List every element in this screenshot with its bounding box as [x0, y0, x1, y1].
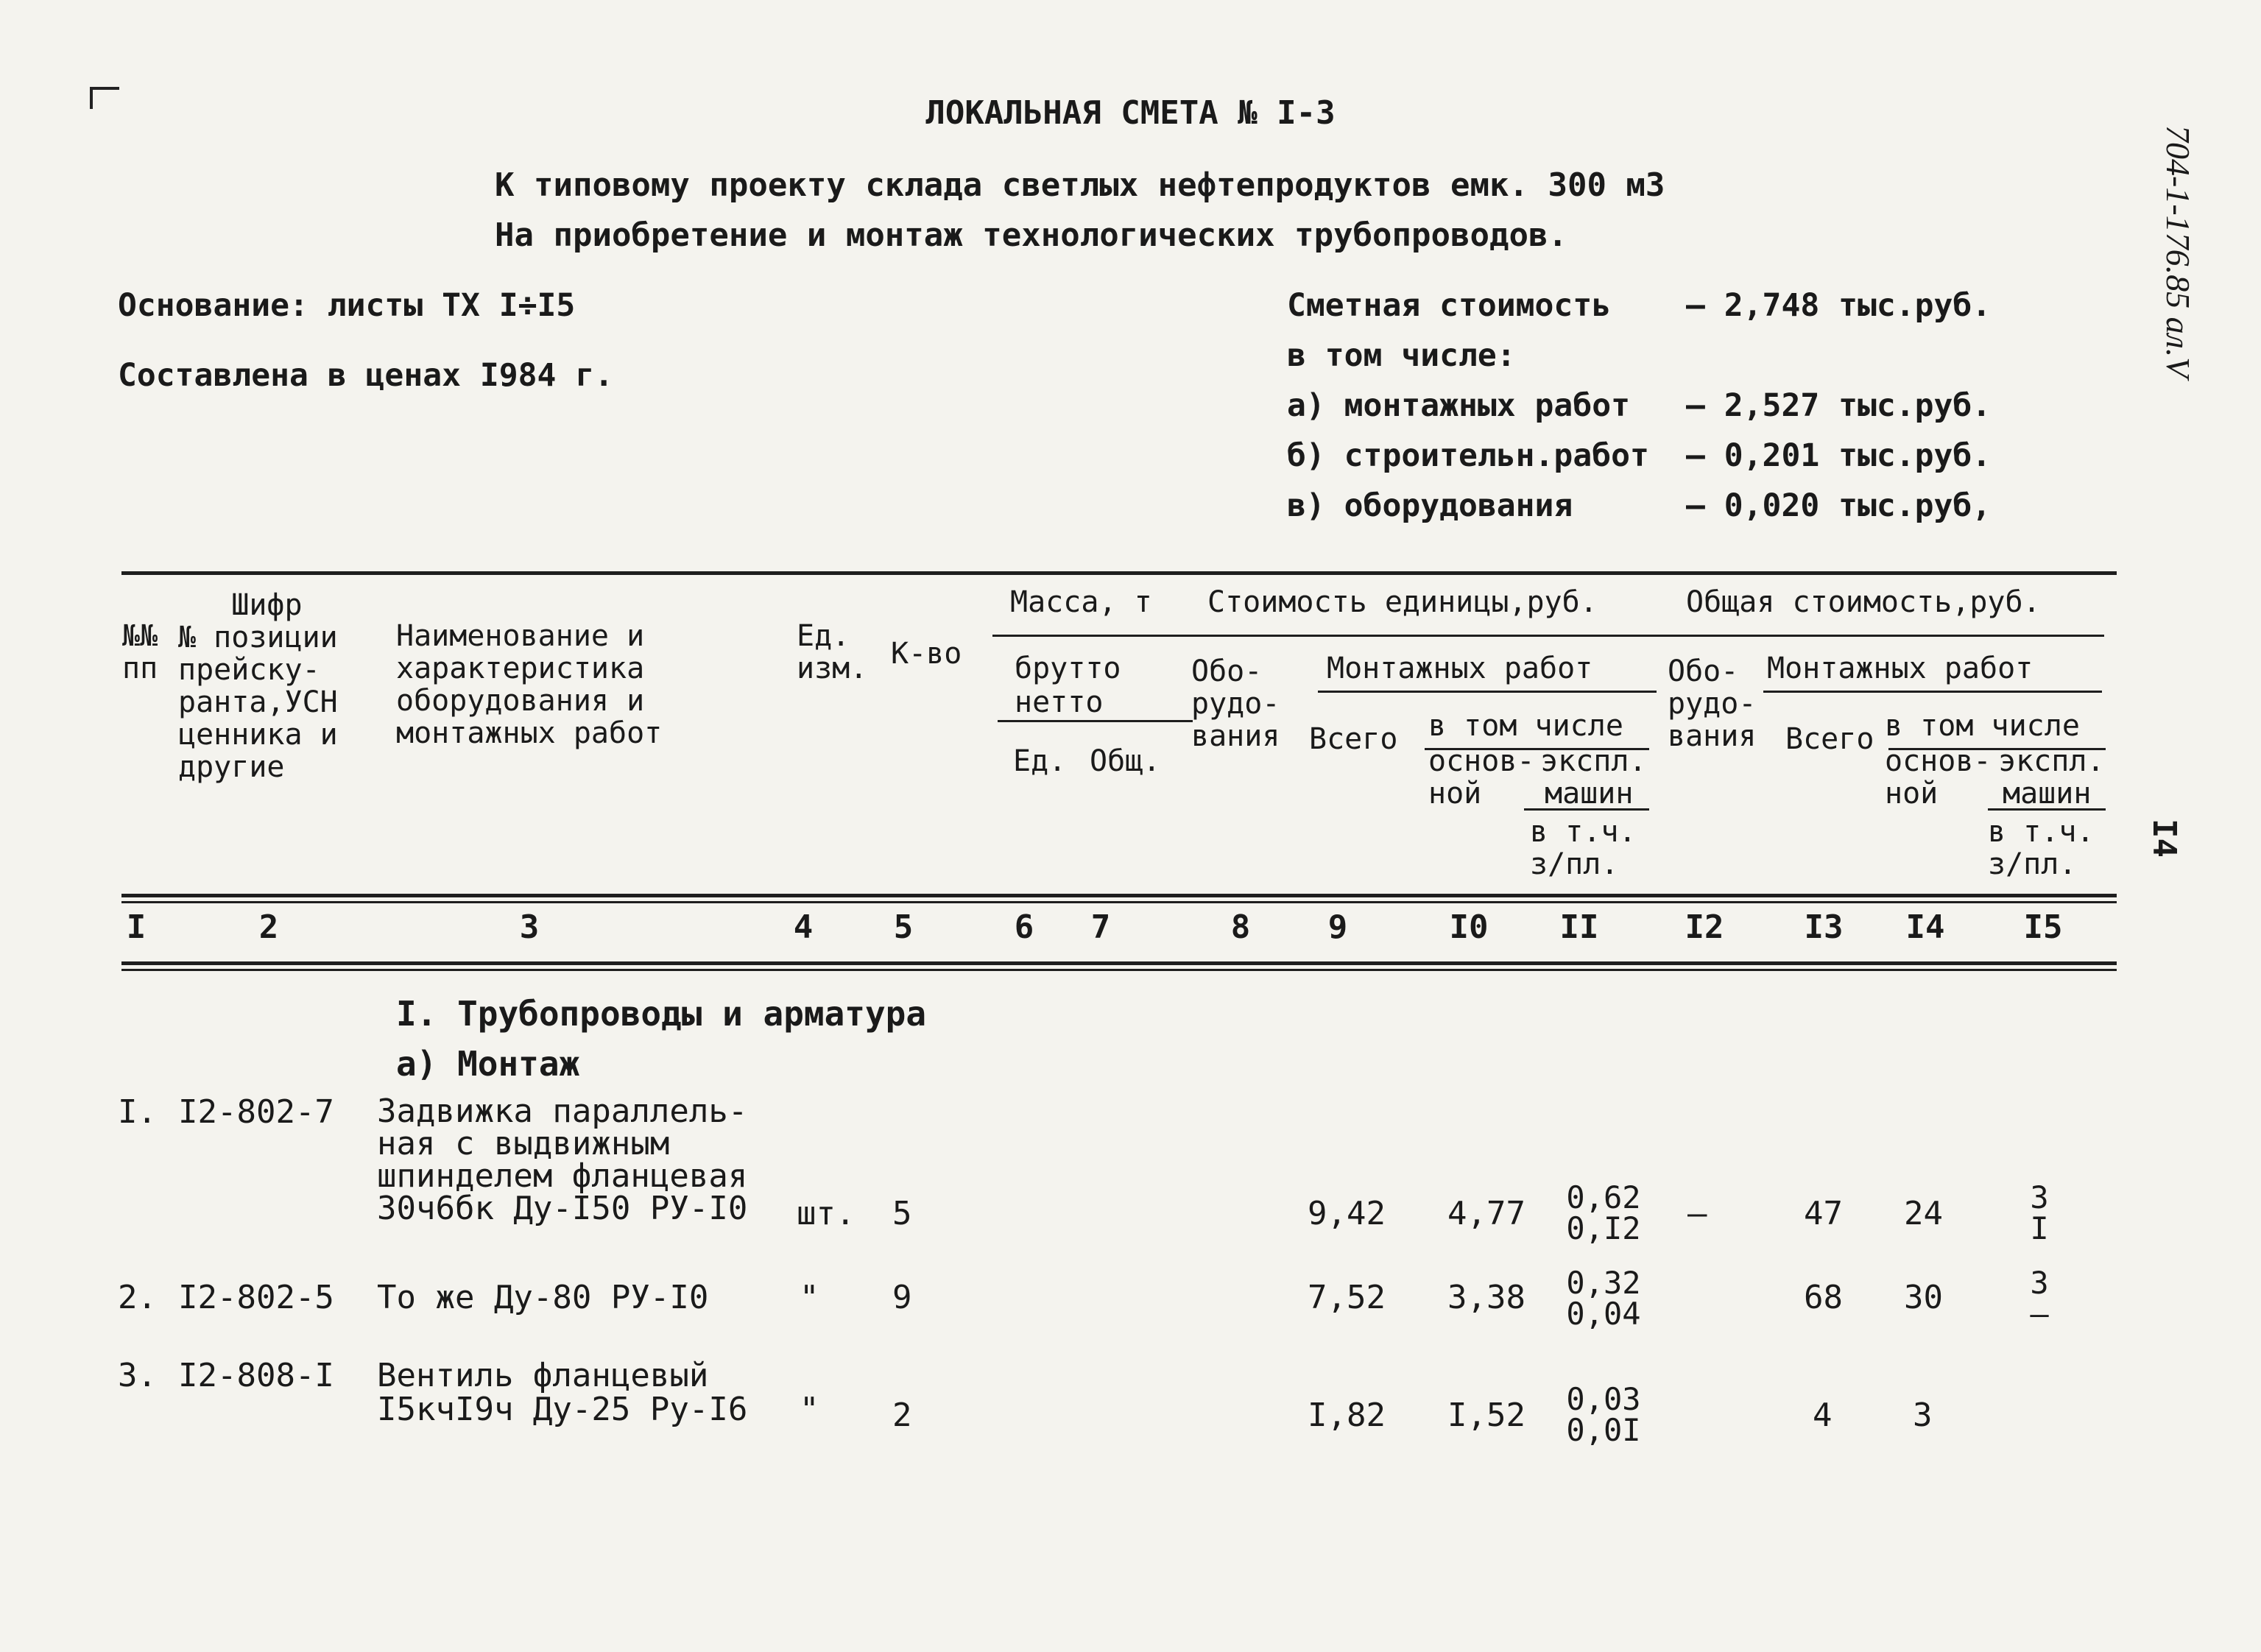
header-col-num: №№ пп [122, 619, 158, 685]
row-zpl: 0,I2 [1566, 1210, 1641, 1246]
header-equip: Обо- рудо- вания [1191, 654, 1280, 753]
column-number: I0 [1449, 908, 1489, 946]
side-stamp: 704-1-176.85 ал.V [2159, 125, 2197, 378]
cost-value: – 0,201 тыс.руб. [1686, 437, 1992, 474]
header-vtch: в т.ч. з/пл. [1530, 815, 1637, 881]
header-mont: Монтажных работ [1327, 652, 1593, 685]
header-col-qty: К-во [891, 637, 962, 671]
row-equip-total: – [1687, 1195, 1707, 1232]
row-zpl: 0,04 [1566, 1296, 1641, 1332]
cost-label: в том числе: [1287, 337, 1516, 374]
row-name: То же Ду-80 РУ-I0 [377, 1279, 709, 1316]
column-number: I3 [1804, 908, 1844, 946]
header-divider [1763, 691, 2102, 693]
row-ekspl: 0,62 [1566, 1179, 1641, 1215]
numbers-bottom-rule-2 [121, 969, 2117, 971]
row-osnov: I,52 [1447, 1397, 1525, 1434]
row-number: 3. [118, 1357, 157, 1394]
row-qty: 5 [892, 1195, 912, 1232]
column-number: 9 [1327, 908, 1348, 946]
row-name: Задвижка параллель- ная с выдвижным шпинделем фланцевая 30ч6бк Ду-I50 РУ-I0 [377, 1092, 748, 1227]
row-zpl: 0,0I [1566, 1412, 1641, 1448]
header-col-unit: Ед. изм. [797, 619, 868, 685]
header-divider [992, 635, 2104, 637]
row-code: I2-808-I [178, 1357, 334, 1394]
cost-label: в) оборудования [1287, 487, 1573, 524]
header-ekspl: экспл. [1998, 744, 2105, 778]
column-number: II [1559, 908, 1599, 946]
row-total-zpl: I [2030, 1210, 2049, 1246]
row-total-ekspl: 3 [2030, 1179, 2049, 1215]
column-number: 4 [793, 908, 814, 946]
header-mass-unit: Ед. [1013, 744, 1067, 778]
netto-line [998, 720, 1193, 722]
header-divider [1318, 691, 1657, 693]
cost-label: Сметная стоимость [1287, 287, 1612, 324]
header-mashin: машин [2003, 777, 2092, 811]
header-mont: Монтажных работ [1767, 652, 2034, 685]
row-total-vsego: 47 [1804, 1195, 1843, 1232]
header-vtomchisle: в том числе [1428, 709, 1623, 743]
cost-value: – 2,748 тыс.руб. [1686, 287, 1992, 324]
row-total-osnov: 3 [1913, 1397, 1933, 1434]
column-number: I5 [2023, 908, 2063, 946]
header-osnov: основ- ной [1885, 744, 1992, 811]
column-number: I4 [1905, 908, 1945, 946]
header-vtch: в т.ч. з/пл. [1988, 815, 2095, 881]
row-qty: 9 [892, 1279, 912, 1316]
row-total-zpl: – [2030, 1296, 2049, 1332]
prices-line: Составлена в ценах I984 г. [118, 357, 614, 394]
row-code: I2-802-7 [178, 1093, 334, 1131]
row-total-vsego: 4 [1813, 1397, 1833, 1434]
row-vsego: 7,52 [1308, 1279, 1386, 1316]
row-number: I. [118, 1093, 157, 1131]
page-number: I4 [2145, 819, 2183, 858]
basis-line: Основание: листы ТХ I÷I5 [118, 287, 576, 324]
header-bottom-rule-2 [121, 901, 2117, 903]
table-top-rule [121, 571, 2117, 575]
column-number: 6 [1014, 908, 1034, 946]
row-unit: " [800, 1391, 819, 1428]
numbers-bottom-rule [121, 961, 2117, 965]
header-col-name: Наименование и характеристика оборудования и монтажных работ [396, 619, 663, 750]
row-unit: шт. [797, 1195, 856, 1232]
header-mass-total: Общ. [1090, 744, 1161, 778]
header-brutto: брутто [1015, 652, 1121, 685]
row-vsego: 9,42 [1308, 1195, 1386, 1232]
column-number: 8 [1230, 908, 1251, 946]
document-title: ЛОКАЛЬНАЯ СМЕТА № I-3 [925, 94, 1336, 132]
header-equip: Обо- рудо- вания [1668, 654, 1757, 753]
row-vsego: I,82 [1308, 1397, 1386, 1434]
row-total-osnov: 30 [1904, 1279, 1943, 1316]
subtitle-project: К типовому проекту склада светлых нефтепродуктов емк. 300 м3 [495, 166, 1665, 204]
header-vtomchisle: в том числе [1885, 709, 2080, 743]
row-ekspl: 0,32 [1566, 1265, 1641, 1301]
column-number: 3 [519, 908, 540, 946]
cost-label: а) монтажных работ [1287, 387, 1630, 424]
row-total-vsego: 68 [1804, 1279, 1843, 1316]
header-osnov: основ- ной [1428, 744, 1535, 811]
row-qty: 2 [892, 1397, 912, 1434]
row-number: 2. [118, 1279, 157, 1316]
header-total-cost: Общая стоимость,руб. [1686, 585, 2041, 619]
header-mass: Масса, т [1010, 585, 1152, 619]
row-total-ekspl: 3 [2030, 1265, 2049, 1301]
header-bottom-rule [121, 894, 2117, 897]
row-code: I2-802-5 [178, 1279, 334, 1316]
header-unit-cost: Стоимость единицы,руб. [1207, 585, 1598, 619]
row-total-osnov: 24 [1904, 1195, 1943, 1232]
subtitle-purpose: На приобретение и монтаж технологических трубопроводов. [495, 216, 1567, 254]
row-osnov: 3,38 [1447, 1279, 1525, 1316]
subsection-title: а) Монтаж [396, 1044, 580, 1084]
header-ekspl: экспл. [1540, 744, 1647, 778]
column-number: 5 [893, 908, 914, 946]
header-netto: нетто [1015, 685, 1104, 719]
row-ekspl: 0,03 [1566, 1381, 1641, 1417]
header-vsego: Всего [1785, 722, 1874, 756]
header-col-code: Шифр № позиции прейску- ранта,УСН ценника и другие [178, 588, 338, 784]
cost-value: – 2,527 тыс.руб. [1686, 387, 1992, 424]
column-number: 2 [258, 908, 279, 946]
cost-value: – 0,020 тыс.руб, [1686, 487, 1992, 524]
row-unit: " [800, 1279, 819, 1316]
row-osnov: 4,77 [1447, 1195, 1525, 1232]
column-number: 7 [1090, 908, 1111, 946]
column-number: I2 [1685, 908, 1724, 946]
header-mashin: машин [1545, 777, 1634, 811]
section-title: I. Трубопроводы и арматура [396, 994, 927, 1034]
header-vsego: Всего [1309, 722, 1398, 756]
column-number: I [126, 908, 147, 946]
cost-label: б) строительн.работ [1287, 437, 1649, 474]
row-name: Вентиль фланцевый I5кчI9ч Ду-25 Ру-I6 [377, 1357, 748, 1428]
